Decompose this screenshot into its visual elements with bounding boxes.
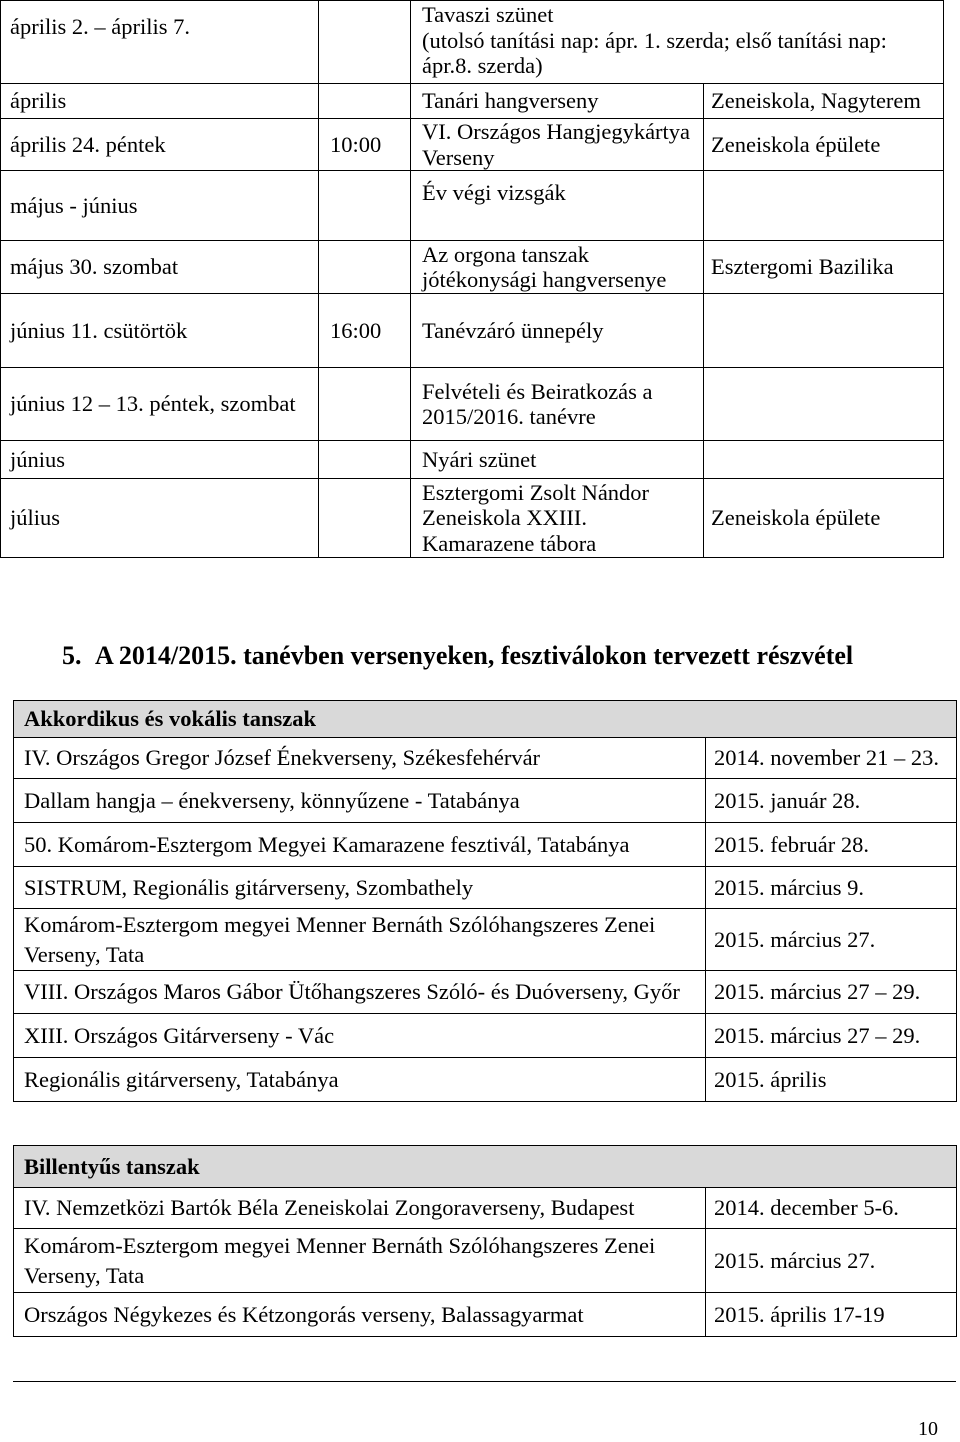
section-number: 5. — [62, 641, 82, 670]
competition-date: 2014. november 21 – 23. — [706, 738, 957, 779]
table-row — [14, 1229, 957, 1293]
schedule-place: Zeneiskola épülete — [704, 119, 944, 171]
competition-date: 2015. március 9. — [706, 867, 957, 909]
footer-divider — [13, 1381, 956, 1382]
schedule-row — [1, 1, 944, 84]
table-row — [14, 867, 957, 909]
competition-date: 2015. március 27 – 29. — [706, 971, 957, 1014]
schedule-row — [1, 119, 944, 171]
table-row — [14, 1188, 957, 1229]
competition-name: Komárom-Esztergom megyei Menner Bernáth Szólóhangszeres Zenei Verseny, Tata — [14, 1229, 706, 1293]
department-header-row — [14, 701, 957, 738]
table-row — [14, 779, 957, 823]
table-row — [14, 909, 957, 971]
schedule-date: július — [1, 479, 319, 558]
competition-name: Komárom-Esztergom megyei Menner Bernáth Szólóhangszeres Zenei Verseny, Tata — [14, 909, 706, 971]
schedule-event: Felvételi és Beiratkozás a 2015/2016. tanévre — [411, 368, 704, 441]
competition-name: XIII. Országos Gitárverseny - Vác — [14, 1014, 706, 1058]
schedule-time — [319, 368, 411, 441]
competition-name: Országos Négykezes és Kétzongorás verseny, Balassagyarmat — [14, 1293, 706, 1337]
schedule-time — [319, 241, 411, 294]
schedule-event: Tanári hangverseny — [411, 84, 704, 119]
schedule-event: Nyári szünet — [411, 441, 704, 479]
schedule-place — [704, 441, 944, 479]
competition-name: VIII. Országos Maros Gábor Ütőhangszeres Szóló- és Duóverseny, Győr — [14, 971, 706, 1014]
schedule-date: április — [1, 84, 319, 119]
schedule-place — [704, 294, 944, 368]
page-number: 10 — [918, 1418, 938, 1440]
schedule-row — [1, 294, 944, 368]
schedule-time — [319, 479, 411, 558]
competition-date: 2015. január 28. — [706, 779, 957, 823]
schedule-row — [1, 171, 944, 241]
department-title: Akkordikus és vokális tanszak — [14, 701, 957, 738]
schedule-time — [319, 84, 411, 119]
table-row — [14, 1058, 957, 1102]
schedule-date: április 24. péntek — [1, 119, 319, 171]
schedule-date: május - június — [1, 171, 319, 241]
department-title: Billentyűs tanszak — [14, 1146, 957, 1188]
competition-table-keyboard — [13, 1145, 957, 1337]
schedule-event: VI. Országos Hangjegykártya Verseny — [411, 119, 704, 171]
schedule-event: Tavaszi szünet (utolsó tanítási nap: ápr. 1. szerda; első tanítási nap: ápr.8. szerda) — [411, 1, 944, 84]
competition-date: 2015. április 17-19 — [706, 1293, 957, 1337]
competition-name: IV. Országos Gregor József Énekverseny, Székesfehérvár — [14, 738, 706, 779]
competition-name: Regionális gitárverseny, Tatabánya — [14, 1058, 706, 1102]
competition-table-vocal — [13, 700, 957, 1102]
schedule-date: június 12 – 13. péntek, szombat — [1, 368, 319, 441]
schedule-event: Tanévzáró ünnepély — [411, 294, 704, 368]
department-header-row — [14, 1146, 957, 1188]
competition-name: 50. Komárom-Esztergom Megyei Kamarazene fesztivál, Tatabánya — [14, 823, 706, 867]
table-row — [14, 738, 957, 779]
schedule-event: Év végi vizsgák — [411, 171, 704, 241]
schedule-table — [0, 0, 944, 558]
schedule-row — [1, 479, 944, 558]
section-heading — [62, 641, 853, 671]
competition-date: 2015. április — [706, 1058, 957, 1102]
schedule-row — [1, 441, 944, 479]
schedule-place: Zeneiskola, Nagyterem — [704, 84, 944, 119]
competition-date: 2015. március 27. — [706, 1229, 957, 1293]
schedule-date: június — [1, 441, 319, 479]
schedule-place — [704, 368, 944, 441]
table-row — [14, 1014, 957, 1058]
schedule-place: Esztergomi Bazilika — [704, 241, 944, 294]
section-title: A 2014/2015. tanévben versenyeken, fesztiválokon tervezett részvétel — [95, 641, 854, 670]
competition-name: IV. Nemzetközi Bartók Béla Zeneiskolai Zongoraverseny, Budapest — [14, 1188, 706, 1229]
schedule-date: május 30. szombat — [1, 241, 319, 294]
schedule-row — [1, 368, 944, 441]
table-row — [14, 971, 957, 1014]
competition-name: SISTRUM, Regionális gitárverseny, Szombathely — [14, 867, 706, 909]
competition-name: Dallam hangja – énekverseny, könnyűzene - Tatabánya — [14, 779, 706, 823]
table-row — [14, 1293, 957, 1337]
competition-date: 2015. február 28. — [706, 823, 957, 867]
table-row — [14, 823, 957, 867]
schedule-time — [319, 171, 411, 241]
schedule-time: 16:00 — [319, 294, 411, 368]
schedule-row — [1, 241, 944, 294]
schedule-time: 10:00 — [319, 119, 411, 171]
schedule-row — [1, 84, 944, 119]
competition-date: 2015. március 27 – 29. — [706, 1014, 957, 1058]
schedule-event: Esztergomi Zsolt Nándor Zeneiskola XXIII. Kamarazene tábora — [411, 479, 704, 558]
schedule-time — [319, 1, 411, 84]
schedule-time — [319, 441, 411, 479]
schedule-place: Zeneiskola épülete — [704, 479, 944, 558]
schedule-date: április 2. – április 7. — [1, 1, 319, 84]
schedule-event: Az orgona tanszak jótékonysági hangversenye — [411, 241, 704, 294]
schedule-date: június 11. csütörtök — [1, 294, 319, 368]
schedule-place — [704, 171, 944, 241]
competition-date: 2014. december 5-6. — [706, 1188, 957, 1229]
competition-date: 2015. március 27. — [706, 909, 957, 971]
